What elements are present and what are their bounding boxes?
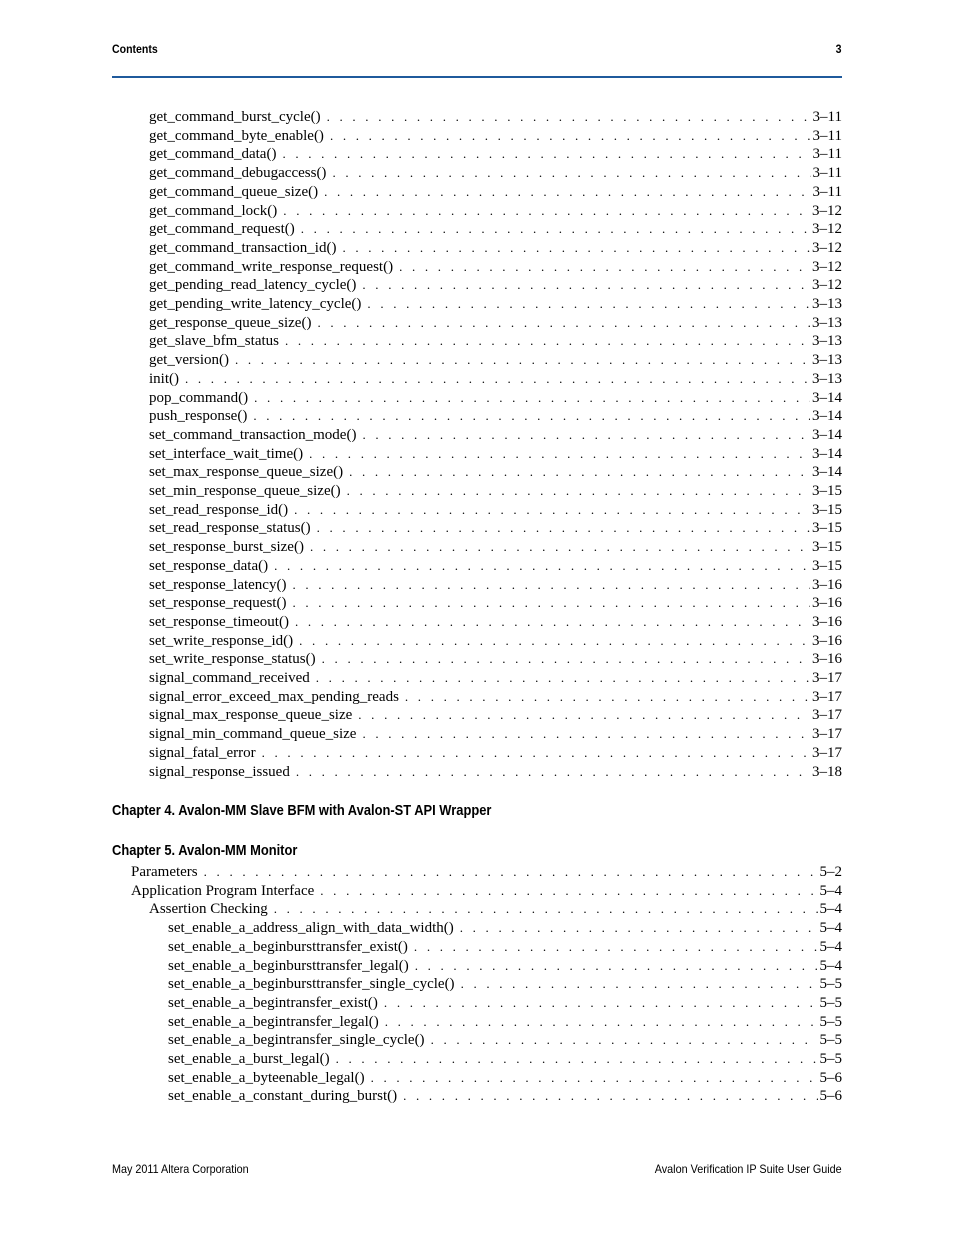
toc-entry-page: 5–5 bbox=[819, 994, 842, 1011]
toc-entry-page: 5–4 bbox=[819, 901, 842, 918]
toc-entry-title: Application Program Interface bbox=[131, 882, 315, 899]
toc-entry-page: 5–5 bbox=[819, 1013, 842, 1030]
toc-entry[interactable] bbox=[149, 219, 842, 238]
toc-entry-title: set_enable_a_burst_legal() bbox=[168, 1051, 330, 1067]
toc-entry[interactable] bbox=[149, 649, 842, 668]
toc-entry-page: 5–4 bbox=[819, 957, 842, 974]
header-rule bbox=[112, 76, 842, 78]
toc-dot-leader bbox=[253, 406, 810, 425]
toc-entry-page: 3–12 bbox=[812, 239, 842, 256]
toc-entry[interactable] bbox=[149, 724, 842, 743]
toc-entry-page: 3–12 bbox=[812, 221, 842, 238]
toc-entry[interactable] bbox=[149, 406, 842, 425]
toc-entry[interactable] bbox=[149, 163, 842, 182]
toc-entry-page: 3–12 bbox=[812, 258, 842, 275]
toc-dot-leader bbox=[384, 993, 818, 1012]
toc-entry[interactable] bbox=[149, 201, 842, 220]
toc-entry-title: set_enable_a_beginbursttransfer_single_cycle() bbox=[168, 976, 455, 993]
toc-entry-page: 3–13 bbox=[812, 333, 842, 350]
toc-dot-leader bbox=[310, 537, 810, 556]
toc-entry-page: 5–4 bbox=[819, 938, 842, 955]
toc-dot-leader bbox=[309, 444, 810, 463]
toc-dot-leader bbox=[385, 1012, 818, 1031]
toc-entry-page: 3–16 bbox=[812, 576, 842, 593]
toc-entry-page: 3–13 bbox=[812, 352, 842, 369]
toc-entry[interactable] bbox=[168, 1030, 842, 1049]
toc-entry[interactable] bbox=[168, 974, 842, 993]
toc-entry-page: 3–16 bbox=[812, 595, 842, 612]
toc-entry-page: 3–16 bbox=[812, 632, 842, 649]
toc-entry-title: set_read_response_id() bbox=[149, 501, 289, 518]
toc-dot-leader bbox=[327, 107, 811, 126]
toc-entry[interactable] bbox=[131, 862, 842, 881]
toc-entry-page: 3–16 bbox=[812, 651, 842, 668]
toc-entry-page: 3–17 bbox=[812, 744, 842, 761]
toc-entry-title: get_command_lock() bbox=[149, 202, 278, 219]
toc-entry-page: 3–12 bbox=[812, 202, 842, 219]
header-section-title: Contents bbox=[112, 42, 158, 56]
footer-right: Avalon Verification IP Suite User Guide bbox=[655, 1162, 842, 1176]
toc-entry[interactable] bbox=[149, 350, 842, 369]
toc-dot-leader bbox=[317, 518, 810, 537]
toc-entry-page: 3–11 bbox=[812, 165, 842, 182]
toc-entry-title: get_slave_bfm_status bbox=[149, 333, 279, 350]
toc-dot-leader bbox=[316, 668, 810, 687]
toc-dot-leader bbox=[431, 1030, 818, 1049]
toc-entry-page: 3–14 bbox=[812, 445, 842, 462]
toc-entry[interactable] bbox=[168, 1086, 842, 1105]
toc-entry[interactable] bbox=[149, 687, 842, 706]
toc-entry-title: get_command_byte_enable() bbox=[149, 127, 324, 144]
toc-entry-page: 5–6 bbox=[819, 1069, 842, 1086]
toc-dot-leader bbox=[274, 899, 818, 918]
toc-entry-title: set_enable_a_constant_during_burst() bbox=[168, 1088, 398, 1105]
toc-entry-title: signal_min_command_queue_size bbox=[149, 726, 357, 743]
toc-entry[interactable] bbox=[168, 1012, 842, 1031]
toc-dot-leader bbox=[330, 126, 811, 145]
toc-entry-title: get_command_request() bbox=[149, 221, 295, 238]
toc-entry-page: 3–15 bbox=[812, 483, 842, 499]
toc-entry[interactable] bbox=[149, 556, 842, 575]
toc-dot-leader bbox=[262, 743, 810, 762]
toc-entry-page: 3–13 bbox=[812, 314, 842, 331]
footer-left: May 2011 Altera Corporation bbox=[112, 1162, 249, 1176]
toc-entry[interactable] bbox=[149, 331, 842, 350]
toc-dot-leader bbox=[362, 275, 810, 294]
toc-entry[interactable] bbox=[149, 518, 842, 537]
toc-entry-title: get_pending_read_latency_cycle() bbox=[149, 277, 357, 294]
toc-entry[interactable] bbox=[149, 275, 842, 294]
toc-entry-title: set_interface_wait_time() bbox=[149, 445, 304, 462]
toc-dot-leader bbox=[295, 612, 810, 631]
toc-entry[interactable] bbox=[149, 144, 842, 163]
toc-entry-title: set_response_data() bbox=[149, 557, 269, 574]
toc-entry[interactable] bbox=[149, 631, 842, 650]
toc-entry-page: 3–14 bbox=[812, 408, 842, 425]
toc-entry-page: 3–14 bbox=[812, 389, 842, 406]
toc-entry-page: 3–11 bbox=[812, 146, 842, 163]
toc-dot-leader bbox=[367, 294, 810, 313]
toc-entry-title: get_command_write_response_request() bbox=[149, 258, 394, 275]
toc-entry[interactable] bbox=[149, 462, 842, 481]
toc-dot-leader bbox=[415, 956, 818, 975]
toc-entry-title: set_write_response_id() bbox=[149, 632, 294, 649]
toc-entry[interactable] bbox=[149, 743, 842, 762]
toc-entry-page: 3–15 bbox=[812, 501, 842, 518]
toc-entry-page: 3–12 bbox=[812, 277, 842, 294]
toc-dot-leader bbox=[274, 556, 810, 575]
toc-entry-title: set_enable_a_begintransfer_legal() bbox=[168, 1013, 379, 1030]
toc-entry[interactable] bbox=[149, 444, 842, 463]
toc-dot-leader bbox=[362, 724, 810, 743]
toc-dot-leader bbox=[292, 575, 810, 594]
toc-dot-leader bbox=[235, 350, 810, 369]
toc-entry-title: signal_response_issued bbox=[149, 763, 290, 780]
toc-entry-title: init() bbox=[149, 370, 179, 387]
toc-entry-title: set_enable_a_byteenable_legal() bbox=[168, 1069, 365, 1086]
toc-entry-title: signal_command_received bbox=[149, 670, 310, 686]
toc-entry[interactable] bbox=[149, 593, 842, 612]
toc-entry-title: set_enable_a_begintransfer_exist() bbox=[168, 994, 378, 1011]
toc-dot-leader bbox=[414, 937, 818, 956]
toc-entry-title: get_version() bbox=[149, 352, 229, 369]
toc-dot-leader bbox=[299, 631, 810, 650]
toc-dot-leader bbox=[347, 481, 810, 500]
toc-entry-page: 5–5 bbox=[819, 1032, 842, 1049]
toc-entry[interactable] bbox=[168, 937, 842, 956]
toc-entry[interactable] bbox=[149, 257, 842, 276]
toc-entry[interactable] bbox=[149, 500, 842, 519]
toc-entry-title: set_enable_a_beginbursttransfer_exist() bbox=[168, 938, 408, 955]
toc-entry-title: signal_fatal_error bbox=[149, 744, 256, 761]
toc-dot-leader bbox=[405, 687, 810, 706]
toc-entry-title: set_response_timeout() bbox=[149, 613, 289, 630]
toc-dot-leader bbox=[336, 1049, 818, 1068]
toc-entry-title: set_write_response_status() bbox=[149, 651, 316, 668]
toc-dot-leader bbox=[342, 238, 810, 257]
toc-dot-leader bbox=[296, 762, 810, 781]
toc-entry-title: push_response() bbox=[149, 408, 248, 425]
toc-dot-leader bbox=[460, 918, 818, 937]
toc-entry[interactable] bbox=[149, 899, 842, 918]
toc-dot-leader bbox=[399, 257, 810, 276]
toc-entry[interactable] bbox=[149, 313, 842, 332]
toc-entry[interactable] bbox=[149, 575, 842, 594]
toc-entry-page: 3–18 bbox=[812, 763, 842, 780]
toc-entry-title: set_max_response_queue_size() bbox=[149, 464, 344, 481]
toc-entry-page: 3–15 bbox=[812, 557, 842, 574]
toc-entry-page: 3–17 bbox=[812, 670, 842, 686]
toc-entry[interactable] bbox=[149, 668, 842, 687]
toc-dot-leader bbox=[283, 201, 810, 220]
toc-entry-title: set_enable_a_beginbursttransfer_legal() bbox=[168, 957, 409, 974]
toc-entry[interactable] bbox=[168, 918, 842, 937]
toc-entry[interactable] bbox=[149, 238, 842, 257]
toc-entry[interactable] bbox=[149, 537, 842, 556]
toc-entry-title: set_response_burst_size() bbox=[149, 539, 304, 556]
toc-entry[interactable] bbox=[149, 612, 842, 631]
toc-entry-page: 3–16 bbox=[812, 613, 842, 630]
toc-entry-title: get_command_debugaccess() bbox=[149, 165, 327, 182]
toc-entry-page: 5–4 bbox=[819, 920, 842, 937]
toc-dot-leader bbox=[371, 1068, 818, 1087]
toc-entry-page: 3–11 bbox=[812, 127, 842, 144]
toc-entry[interactable] bbox=[168, 956, 842, 975]
toc-entry[interactable] bbox=[149, 705, 842, 724]
toc-entry[interactable] bbox=[149, 294, 842, 313]
toc-dot-leader bbox=[362, 425, 810, 444]
toc-entry-page: 3–14 bbox=[812, 464, 842, 481]
toc-dot-leader bbox=[204, 862, 818, 881]
toc-entry-title: set_command_transaction_mode() bbox=[149, 426, 357, 443]
header-page-number: 3 bbox=[835, 42, 842, 56]
toc-entry-page: 3–11 bbox=[812, 183, 842, 200]
toc-entry-title: signal_max_response_queue_size bbox=[149, 707, 353, 724]
toc-entry-page: 3–17 bbox=[812, 707, 842, 724]
toc-entry[interactable] bbox=[149, 107, 842, 126]
toc-dot-leader bbox=[322, 649, 810, 668]
toc-entry-title: get_command_transaction_id() bbox=[149, 239, 337, 256]
toc-entry-page: 5–2 bbox=[819, 864, 842, 880]
toc-entry-page: 3–15 bbox=[812, 539, 842, 556]
toc-dot-leader bbox=[292, 593, 810, 612]
toc-entry-page: 3–17 bbox=[812, 688, 842, 705]
toc-dot-leader bbox=[254, 388, 810, 407]
toc-entry[interactable] bbox=[149, 481, 842, 500]
toc-entry-page: 5–4 bbox=[819, 882, 842, 899]
toc-entry-page: 3–17 bbox=[812, 726, 842, 743]
toc-entry[interactable] bbox=[149, 762, 842, 781]
toc-entry-page: 3–14 bbox=[812, 426, 842, 443]
page-header bbox=[112, 42, 842, 60]
toc-entry-title: set_enable_a_address_align_with_data_width() bbox=[168, 920, 454, 937]
toc-entry-page: 3–15 bbox=[812, 520, 842, 537]
toc-entry-title: pop_command() bbox=[149, 389, 249, 406]
toc-dot-leader bbox=[301, 219, 810, 238]
toc-dot-leader bbox=[358, 705, 810, 724]
toc-entry-title: set_min_response_queue_size() bbox=[149, 483, 341, 499]
toc-entry[interactable] bbox=[168, 1049, 842, 1068]
toc-entry-page: 5–6 bbox=[819, 1088, 842, 1105]
toc-entry[interactable] bbox=[131, 881, 842, 900]
toc-dot-leader bbox=[332, 163, 810, 182]
toc-dot-leader bbox=[282, 144, 810, 163]
toc-dot-leader bbox=[403, 1086, 817, 1105]
toc-entry-title: get_command_burst_cycle() bbox=[149, 109, 321, 125]
toc-entry-title: signal_error_exceed_max_pending_reads bbox=[149, 688, 399, 705]
toc-entry-page: 3–11 bbox=[812, 109, 842, 125]
toc-entry[interactable] bbox=[149, 126, 842, 145]
chapter-4-heading[interactable]: Chapter 4. Avalon-MM Slave BFM with Avalon-ST API Wrapper bbox=[112, 802, 492, 819]
toc-dot-leader bbox=[461, 974, 818, 993]
toc-entry-title: get_pending_write_latency_cycle() bbox=[149, 296, 362, 312]
toc-dot-leader bbox=[324, 182, 810, 201]
toc-entry-page: 3–13 bbox=[812, 370, 842, 387]
toc-dot-leader bbox=[294, 500, 810, 519]
toc-entry-title: set_enable_a_begintransfer_single_cycle() bbox=[168, 1032, 425, 1049]
toc-entry[interactable] bbox=[149, 182, 842, 201]
toc-entry-title: Assertion Checking bbox=[149, 901, 268, 918]
toc-dot-leader bbox=[285, 331, 810, 350]
toc-entry-title: set_response_request() bbox=[149, 595, 287, 612]
toc-dot-leader bbox=[185, 369, 810, 388]
toc-dot-leader bbox=[320, 881, 817, 900]
toc-entry-page: 3–13 bbox=[812, 296, 842, 312]
toc-entry[interactable] bbox=[168, 1068, 842, 1087]
toc-entry-title: set_response_latency() bbox=[149, 576, 287, 593]
toc-dot-leader bbox=[349, 462, 810, 481]
toc-entry[interactable] bbox=[168, 993, 842, 1012]
toc-entry-title: set_read_response_status() bbox=[149, 520, 311, 537]
toc-entry-title: get_command_queue_size() bbox=[149, 183, 319, 200]
toc-dot-leader bbox=[317, 313, 810, 332]
toc-entry-title: get_command_data() bbox=[149, 146, 277, 163]
toc-entry-title: Parameters bbox=[131, 864, 198, 880]
toc-entry-page: 5–5 bbox=[819, 1051, 842, 1067]
toc-entry[interactable] bbox=[149, 369, 842, 388]
toc-entry[interactable] bbox=[149, 388, 842, 407]
toc-entry-page: 5–5 bbox=[819, 976, 842, 993]
toc-entry[interactable] bbox=[149, 425, 842, 444]
chapter-5-heading[interactable]: Chapter 5. Avalon-MM Monitor bbox=[112, 842, 298, 859]
toc-entry-title: get_response_queue_size() bbox=[149, 314, 312, 331]
